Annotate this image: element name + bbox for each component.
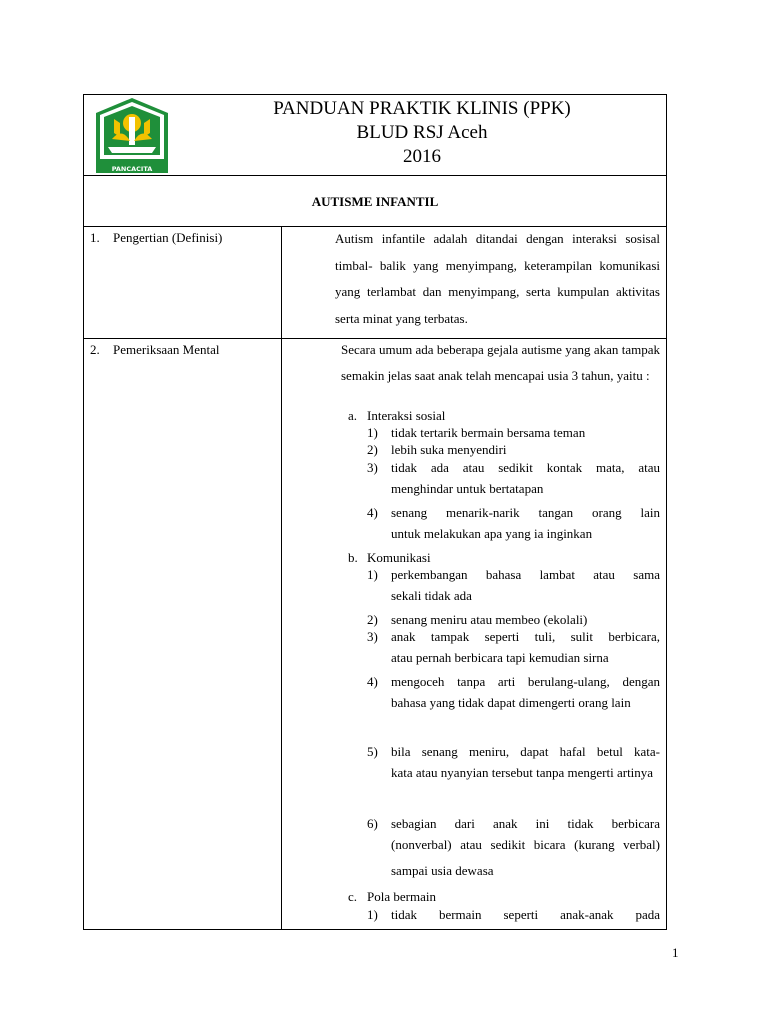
item-text-continued: kata atau nyanyian tersebut tanpa mengerti artinya	[391, 765, 654, 780]
item-text: tidak tertarik bermain bersama teman	[391, 425, 586, 440]
item-text	[391, 459, 660, 502]
group-key: b.	[348, 550, 358, 565]
item-text: senang meniru atau membeo (ekolali)	[391, 612, 588, 627]
list-item	[367, 424, 660, 441]
item-text-continued: (nonverbal) atau sedikit bicara (kurang verbal) sampai usia dewasa	[391, 837, 660, 878]
item-number: 1)	[367, 425, 378, 440]
item-text	[391, 815, 660, 884]
item-number: 3)	[367, 629, 378, 644]
item-number: 4)	[367, 674, 378, 689]
section-title: Pemeriksaan Mental	[113, 342, 220, 357]
group-title: Pola bermain	[367, 889, 436, 904]
section-number: 2.	[90, 342, 100, 357]
item-text-continued: untuk melakukan apa yang ia inginkan	[391, 526, 593, 541]
list-item	[367, 673, 660, 716]
item-text: lebih suka menyendiri	[391, 442, 507, 457]
item-text-line: senang menarik-narik tangan orang lain	[391, 505, 660, 520]
item-text-line: sebagian dari anak ini tidak berbicara	[391, 816, 660, 831]
item-text-continued: atau pernah berbicara tapi kemudian sirna	[391, 650, 609, 665]
group-heading-b	[348, 549, 431, 566]
item-number: 3)	[367, 460, 378, 475]
logo-text: PANCACITA	[111, 165, 153, 173]
column-divider	[281, 227, 282, 338]
document-title	[178, 97, 666, 169]
list-item	[367, 611, 660, 628]
item-text-line: anak tampak seperti tuli, sulit berbicara,	[391, 629, 660, 644]
title-line-3: 2016	[403, 146, 441, 167]
item-number: 4)	[367, 505, 378, 520]
item-text-continued: menghindar untuk bertatapan	[391, 481, 544, 496]
title-line-2: BLUD RSJ Aceh	[356, 122, 488, 143]
section-title: Pengertian (Definisi)	[113, 230, 223, 245]
header-row	[84, 95, 666, 176]
section-row-definition	[84, 227, 666, 339]
group-key: c.	[348, 889, 358, 904]
item-number: 2)	[367, 442, 378, 457]
item-text	[391, 673, 660, 716]
column-divider	[281, 339, 282, 929]
item-text	[391, 628, 660, 671]
section-number: 1.	[90, 230, 100, 245]
intro-paragraph: Secara umum ada beberapa gejala autisme yang akan tampak semakin jelas saat anak telah mencapai usia 3 tahun, yaitu :	[341, 342, 660, 383]
item-text-line: mengoceh tanpa arti berulang-ulang, dengan	[391, 674, 660, 689]
item-text	[391, 743, 660, 786]
item-text	[391, 504, 660, 547]
item-number: 5)	[367, 744, 378, 759]
subject-heading: AUTISME INFANTIL	[84, 176, 666, 227]
section-row-mental-exam	[84, 339, 666, 929]
list-item	[367, 504, 660, 547]
list-item	[367, 459, 660, 502]
item-text-continued: sekali tidak ada	[391, 588, 472, 603]
list-item	[367, 906, 660, 923]
item-text-line: bila senang meniru, dapat hafal betul kata-	[391, 744, 660, 759]
item-number: 1)	[367, 907, 378, 922]
list-item	[367, 815, 660, 884]
group-title: Komunikasi	[367, 550, 431, 565]
group-title: Interaksi sosial	[367, 408, 446, 423]
group-heading-a	[348, 407, 445, 424]
title-line-1: PANDUAN PRAKTIK KLINIS (PPK)	[273, 98, 571, 119]
list-item	[367, 628, 660, 671]
group-heading-c	[348, 888, 436, 905]
group-key: a.	[348, 408, 358, 423]
item-number: 2)	[367, 612, 378, 627]
item-text: tidak bermain seperti anak-anak pada	[391, 907, 660, 922]
list-item	[367, 441, 660, 458]
section-label	[90, 342, 220, 358]
ppk-table	[83, 94, 667, 930]
item-number: 1)	[367, 567, 378, 582]
page-number: 1	[672, 945, 679, 960]
list-item	[367, 743, 660, 786]
item-text-line: perkembangan bahasa lambat atau sama	[391, 567, 660, 582]
aceh-emblem-logo	[92, 97, 172, 175]
item-text-continued: bahasa yang tidak dapat dimengerti orang lain	[391, 695, 631, 710]
section-label	[90, 230, 222, 246]
item-number: 6)	[367, 816, 378, 831]
item-text-line: tidak ada atau sedikit kontak mata, atau	[391, 460, 660, 475]
item-text	[391, 566, 660, 609]
list-item	[367, 566, 660, 609]
definition-text: Autism infantile adalah ditandai dengan interaksi sosisal timbal- balik yang menyimpang, keterampilan komunikasi yang terlambat dan menyimpang, serta kumpulan aktivitas serta minat yang terbatas.	[335, 231, 660, 326]
logo-cell	[84, 95, 178, 175]
